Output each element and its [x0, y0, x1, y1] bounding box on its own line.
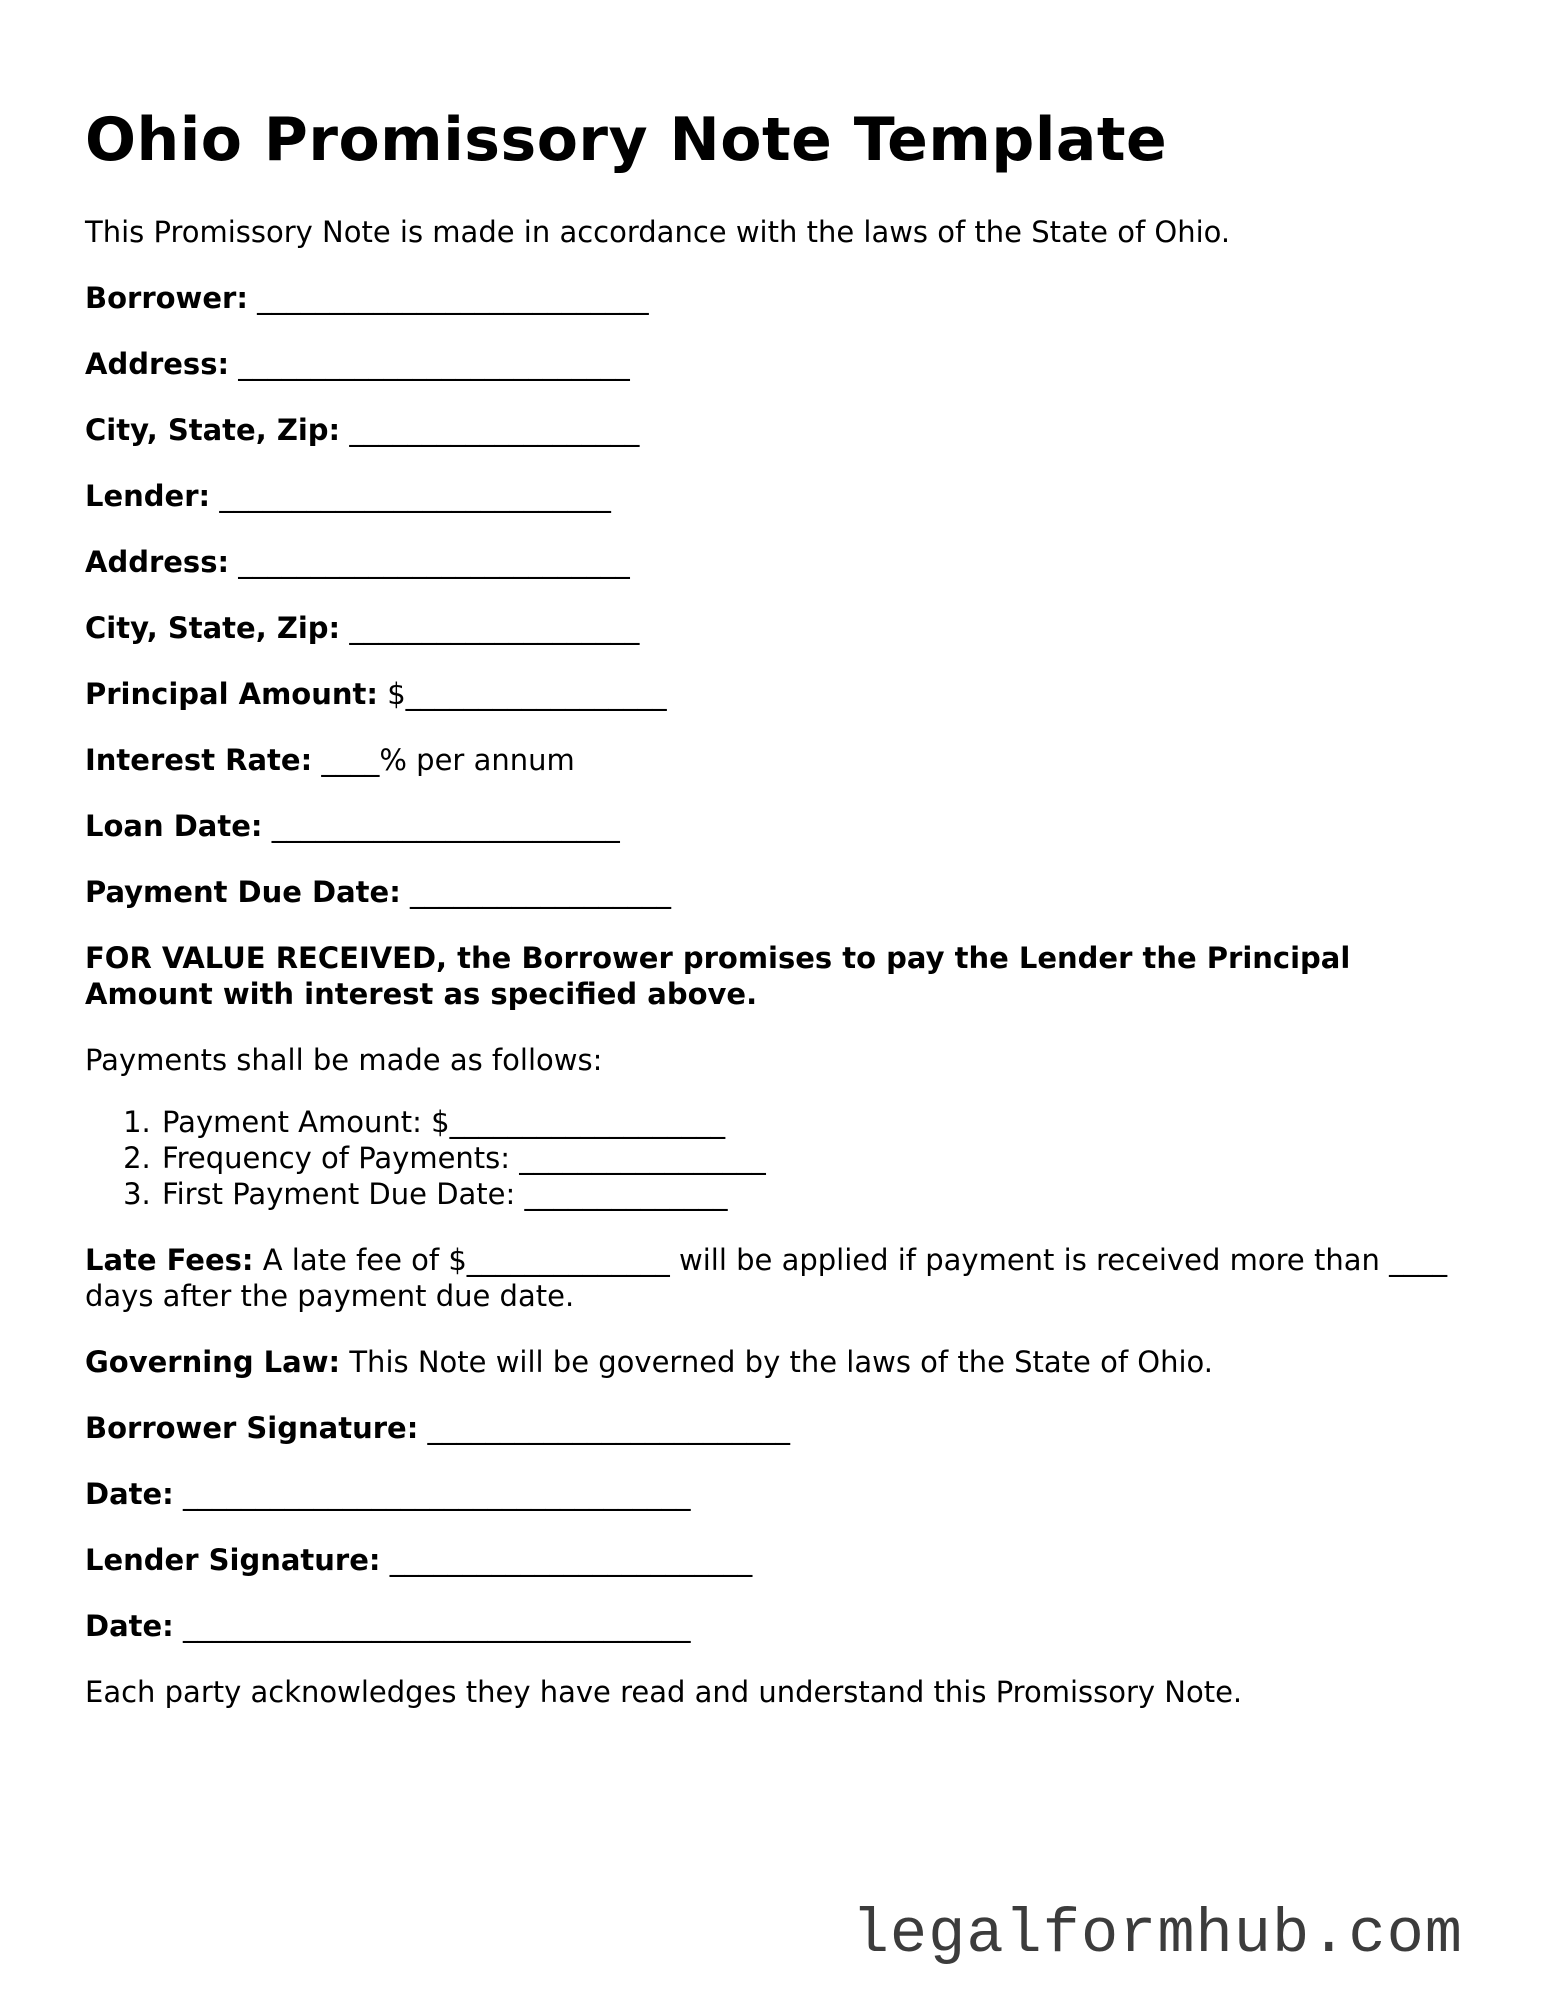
payment-due-date-field[interactable] — [85, 874, 1485, 910]
lender-field[interactable] — [85, 478, 1485, 514]
governing-law-label: Governing Law: — [85, 1345, 341, 1379]
lender-date-label: Date: — [85, 1609, 174, 1643]
borrower-signature-field[interactable] — [85, 1410, 1485, 1446]
lender-signature-label: Lender Signature: — [85, 1543, 381, 1577]
list-item[interactable]: 2. Frequency of Payments: _________________ — [160, 1140, 1485, 1176]
document-page — [85, 100, 1485, 1740]
borrower-city-blank[interactable]: ____________________ — [349, 413, 640, 447]
late-fees-text[interactable]: A late fee of $______________ will be applied if payment is received more than ____ days after the payment due date. — [85, 1243, 1448, 1313]
borrower-city-field[interactable] — [85, 412, 1485, 448]
lender-signature-field[interactable] — [85, 1542, 1485, 1578]
site-watermark: legalformhub.com — [851, 1899, 1463, 1970]
governing-law-text: This Note will be governed by the laws of the State of Ohio. — [349, 1345, 1213, 1379]
loan-date-blank[interactable]: ________________________ — [271, 809, 620, 843]
borrower-field[interactable] — [85, 280, 1485, 316]
lender-city-blank[interactable]: ____________________ — [349, 611, 640, 645]
lender-city-field[interactable] — [85, 610, 1485, 646]
principal-amount-label: Principal Amount: — [85, 677, 378, 711]
borrower-signature-blank[interactable]: _________________________ — [427, 1411, 791, 1445]
list-item[interactable]: 1. Payment Amount: $___________________ — [160, 1104, 1485, 1140]
interest-rate-field[interactable] — [85, 742, 1485, 778]
lender-blank[interactable]: ___________________________ — [219, 479, 611, 513]
interest-rate-label: Interest Rate: — [85, 743, 313, 777]
lender-signature-blank[interactable]: _________________________ — [389, 1543, 753, 1577]
principal-amount-blank[interactable]: $__________________ — [387, 677, 667, 711]
payment-due-date-label: Payment Due Date: — [85, 875, 401, 909]
closing-acknowledgement: Each party acknowledges they have read and understand this Promissory Note. — [85, 1675, 1243, 1709]
borrower-label: Borrower: — [85, 281, 248, 315]
loan-date-label: Loan Date: — [85, 809, 263, 843]
document-title: Ohio Promissory Note Template — [85, 105, 1168, 175]
governing-law-clause — [85, 1344, 1485, 1380]
lender-date-blank[interactable]: ___________________________________ — [183, 1609, 691, 1643]
borrower-address-blank[interactable]: ___________________________ — [238, 347, 630, 381]
lender-address-blank[interactable]: ___________________________ — [238, 545, 630, 579]
borrower-date-label: Date: — [85, 1477, 174, 1511]
lender-label: Lender: — [85, 479, 211, 513]
borrower-date-blank[interactable]: ___________________________________ — [183, 1477, 691, 1511]
loan-date-field[interactable] — [85, 808, 1485, 844]
lender-date-field[interactable] — [85, 1608, 1485, 1644]
late-fees-clause[interactable] — [85, 1242, 1465, 1314]
borrower-city-label: City, State, Zip: — [85, 413, 341, 447]
value-received-statement: FOR VALUE RECEIVED, the Borrower promises to pay the Lender the Principal Amount with interest as specified above. — [85, 941, 1351, 1011]
borrower-date-field[interactable] — [85, 1476, 1485, 1512]
principal-amount-field[interactable] — [85, 676, 1485, 712]
lender-city-label: City, State, Zip: — [85, 611, 341, 645]
payment-due-date-blank[interactable]: __________________ — [410, 875, 672, 909]
payment-terms-list — [85, 1104, 1485, 1212]
borrower-blank[interactable]: ___________________________ — [257, 281, 649, 315]
list-item[interactable]: 3. First Payment Due Date: ______________ — [160, 1176, 1485, 1212]
borrower-signature-label: Borrower Signature: — [85, 1411, 419, 1445]
payments-intro: Payments shall be made as follows: — [85, 1043, 603, 1077]
interest-rate-blank[interactable]: ____% per annum — [321, 743, 575, 777]
borrower-address-field[interactable] — [85, 346, 1485, 382]
late-fees-label: Late Fees: — [85, 1243, 254, 1277]
intro-text: This Promissory Note is made in accordance with the laws of the State of Ohio. — [85, 215, 1231, 249]
lender-address-field[interactable] — [85, 544, 1485, 580]
borrower-address-label: Address: — [85, 347, 230, 381]
lender-address-label: Address: — [85, 545, 230, 579]
